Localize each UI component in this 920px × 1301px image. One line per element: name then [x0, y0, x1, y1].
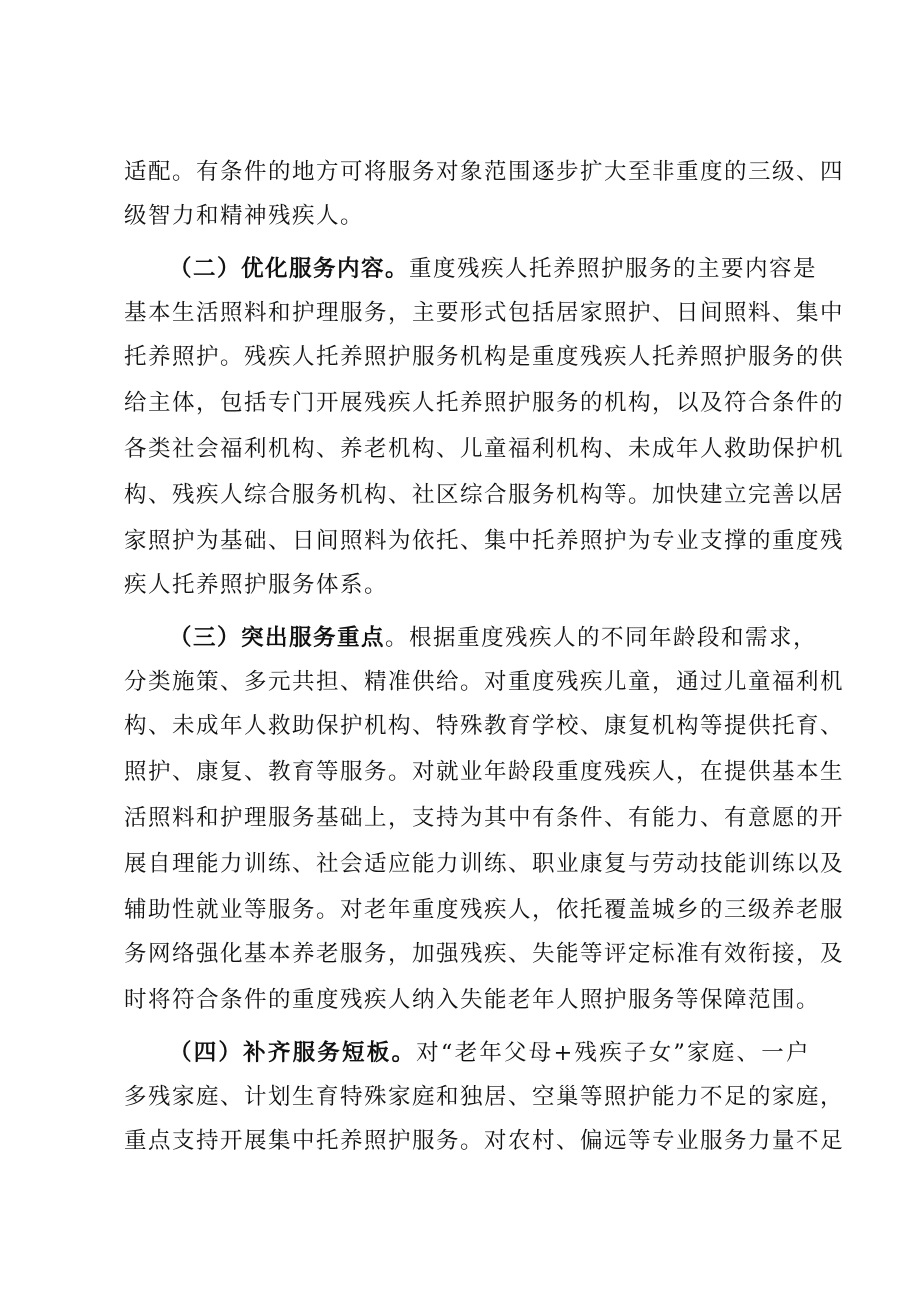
section-2-first-line: [169, 254, 818, 284]
text-run: 。根据重度残疾人的不同年龄段和需求，: [385, 625, 818, 651]
section-3-first-line: [169, 623, 818, 653]
text-line: 构、未成年人救助保护机构、特殊教育学校、康复机构等提供托育、: [124, 713, 845, 739]
text-line: 各类社会福利机构、养老机构、儿童福利机构、未成年人救助保护机: [124, 436, 845, 462]
text-line: 照护、康复、教育等服务。对就业年龄段重度残疾人，在提供基本生: [124, 759, 845, 785]
text-run: 对“老年父母+残疾子女”家庭、一户: [416, 1040, 810, 1066]
text-line: 活照料和护理服务基础上，支持为其中有条件、有能力、有意愿的开: [124, 805, 845, 831]
text-line: 展自理能力训练、社会适应能力训练、职业康复与劳动技能训练以及: [124, 851, 845, 877]
text-run: 重度残疾人托养照护服务的主要内容是: [409, 256, 818, 282]
text-line: 时将符合条件的重度残疾人纳入失能老年人照护服务等保障范围。: [124, 987, 821, 1013]
section-4-first-line: [169, 1038, 810, 1068]
text-line: 务网络强化基本养老服务，加强残疾、失能等评定标准有效衔接，及: [124, 941, 845, 967]
text-line: 基本生活照料和护理服务，主要形式包括居家照护、日间照料、集中: [124, 300, 845, 326]
text-line: 构、残疾人综合服务机构、社区综合服务机构等。加快建立完善以居: [124, 482, 845, 508]
text-line: 疾人托养照护服务体系。: [124, 572, 389, 598]
text-line: 级智力和精神残疾人。: [124, 203, 365, 229]
text-line: 适配。有条件的地方可将服务对象范围逐步扩大至非重度的三级、四: [124, 159, 845, 185]
text-line: 辅助性就业等服务。对老年重度残疾人，依托覆盖城乡的三级养老服: [124, 897, 845, 923]
text-line: 多残家庭、计划生育特殊家庭和独居、空巢等照护能力不足的家庭，: [124, 1084, 845, 1110]
text-line: 给主体，包括专门开展残疾人托养照护服务的机构，以及符合条件的: [124, 390, 845, 416]
text-line: 家照护为基础、日间照料为依托、集中托养照护为专业支撑的重度残: [124, 528, 845, 554]
text-line: 托养照护。残疾人托养照护服务机构是重度残疾人托养照护服务的供: [124, 344, 845, 370]
section-heading: （三）突出服务重点: [169, 625, 386, 651]
section-heading: （四）补齐服务短板。: [169, 1040, 417, 1066]
text-line: 分类施策、多元共担、精准供给。对重度残疾儿童，通过儿童福利机: [124, 669, 845, 695]
text-line: 重点支持开展集中托养照护服务。对农村、偏远等专业服务力量不足: [124, 1128, 845, 1154]
section-heading: （二）优化服务内容。: [169, 256, 410, 282]
